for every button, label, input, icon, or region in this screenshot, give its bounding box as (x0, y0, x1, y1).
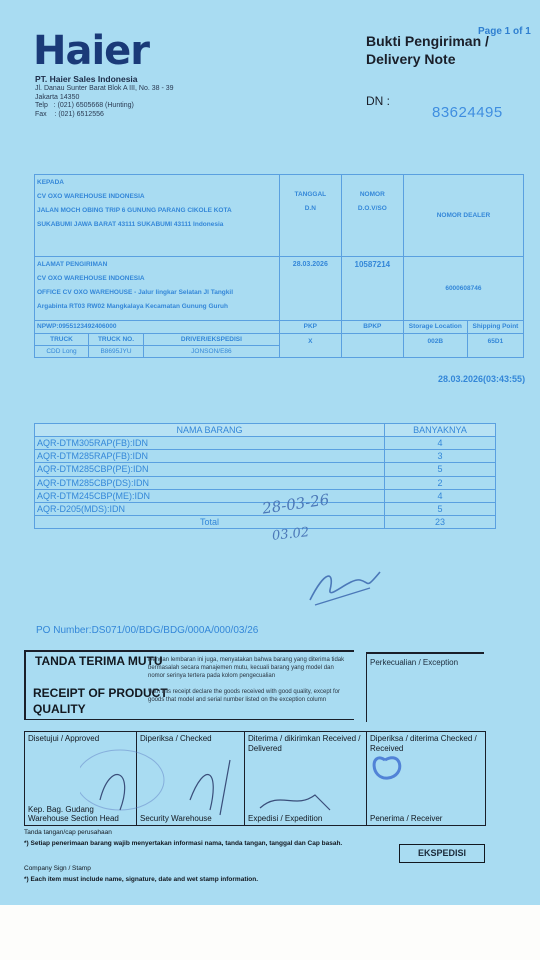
item-name: AQR-DTM305RAP(FB):IDN (35, 437, 385, 450)
signature-strokes (80, 740, 440, 825)
sig-received: Diterima / dikirimkan Received / Delivered Expedisi / Expedition (245, 732, 367, 825)
bpkp-label: BPKP (341, 321, 403, 334)
dealer-label-cell: NOMOR DEALER (403, 175, 523, 257)
page-indicator: Page 1 of 1 (478, 26, 531, 37)
item-qty: 5 (385, 463, 496, 476)
copy-label: EKSPEDISI (399, 844, 485, 863)
item-qty: 4 (385, 437, 496, 450)
truck-no-value: B8695JYU (89, 346, 144, 358)
footer-note-en: *) Each item must include name, signature, date and wet stamp information. (24, 876, 259, 883)
company-address: Jl. Danau Sunter Barat Blok A III, No. 38 - 39 Jakarta 14350 Telp : (021) 6505668 (Hunting) Fax : (021) 6512556 (35, 85, 174, 118)
item-row (35, 437, 496, 450)
item-qty: 5 (385, 502, 496, 515)
shipping-value: 65D1 (467, 334, 523, 358)
pkp-label: PKP (279, 321, 341, 334)
truck-value: CDD Long (35, 346, 89, 358)
footer-sign-en: Company Sign / Stamp (24, 865, 91, 872)
npwp-cell: NPWP:0955123492406000 (35, 321, 280, 334)
po-number: PO Number:DS071/00/BDG/BDG/000A/000/03/26 (36, 625, 259, 636)
pkp-value: X (279, 334, 341, 358)
order-value: 10587214 (341, 257, 403, 321)
document-title: Bukti Pengiriman / Delivery Note (366, 33, 489, 67)
date-value: 28.03.2026 (279, 257, 341, 321)
tanggal-cell: TANGGAL D.N (279, 175, 341, 257)
total-value: 23 (385, 516, 496, 529)
sig-checked: Diperiksa / Checked Security Warehouse (137, 732, 245, 825)
header-table (34, 174, 524, 358)
item-qty: 3 (385, 450, 496, 463)
exception-box: Perkecualian / Exception (366, 652, 484, 722)
storage-value: 002B (403, 334, 467, 358)
item-name: AQR-DTM285RAP(FB):IDN (35, 450, 385, 463)
dealer-value: 6000608746 (403, 257, 523, 321)
receipt-note-id: Dengan lembaran ini juga, menyatakan bahwa barang yang diterima tidak bermasalah secara manajemen mutu, kecuali barang yang model dan nomor serinya tertera pada kolom pengecualian (148, 657, 345, 679)
sig-receiver: Diperiksa / diterima Checked / Received Penerima / Receiver (370, 734, 477, 823)
item-row (35, 476, 496, 489)
driver-label: DRIVER/EKSPEDISI (144, 334, 280, 346)
col-banyaknya: BANYAKNYA (385, 424, 496, 437)
footer-note-id: *) Setiap penerimaan barang wajib menyertakan informasi nama, tanda tangan, tanggal dan Cap basah. (24, 840, 343, 847)
print-timestamp: 28.03.2026(03:43:55) (438, 374, 526, 384)
handwritten-note: 03.02 (271, 525, 310, 544)
storage-label: Storage Location (403, 321, 467, 334)
dn-label: DN : (366, 94, 390, 108)
dn-number: 83624495 (432, 104, 503, 121)
handwritten-date: 28-03-26 (261, 490, 331, 518)
footer-sign-id: Tanda tangan/cap perusahaan (24, 829, 112, 836)
item-name: AQR-DTM285CBP(PE):IDN (35, 463, 385, 476)
sig-approved: Disetujui / Approved Kep. Bag. Gudang Warehouse Section Head (25, 732, 137, 825)
handwritten-signature (300, 560, 390, 610)
driver-value: JONSON/E86 (144, 346, 280, 358)
receipt-note-en: With this receipt declare the goods received with good quality, except for goods that model and serial number listed on the exception column (148, 689, 340, 703)
col-nama-barang: NAMA BARANG (35, 424, 385, 437)
item-name: AQR-D205(MDS):IDN (35, 502, 385, 515)
truck-label: TRUCK (35, 334, 89, 346)
item-row (35, 450, 496, 463)
total-label: Total (35, 516, 385, 529)
item-qty: 2 (385, 476, 496, 489)
item-name: AQR-DTM245CBP(ME):IDN (35, 489, 385, 502)
company-name: PT. Haier Sales Indonesia (35, 74, 138, 84)
truck-no-label: TRUCK NO. (89, 334, 144, 346)
shipping-label: Shipping Point (467, 321, 523, 334)
receipt-title-id: TANDA TERIMA MUTU (35, 654, 163, 668)
haier-logo: Haier (33, 28, 150, 74)
item-qty: 4 (385, 489, 496, 502)
shipping-address-cell: ALAMAT PENGIRIMAN CV OXO WAREHOUSE INDONESIA OFFICE CV OXO WAREHOUSE - Jalur lingkar Selatan Jl Tangkil Argabinta RT03 RW02 Mangkalaya Kecamatan Gunung Guruh (35, 257, 280, 321)
kepada-cell: KEPADA CV OXO WAREHOUSE INDONESIA JALAN MOCH OBING TRIP 6 GUNUNG PARANG CIKOLE KOTA SUKABUMI JAWA BARAT 43111 SUKABUMI 43111 Indonesia (35, 175, 280, 257)
item-row (35, 463, 496, 476)
nomor-cell: NOMOR D.O.V/SO (341, 175, 403, 257)
item-name: AQR-DTM285CBP(DS):IDN (35, 476, 385, 489)
receipt-title-en: RECEIPT OF PRODUCT QUALITY (33, 686, 168, 716)
